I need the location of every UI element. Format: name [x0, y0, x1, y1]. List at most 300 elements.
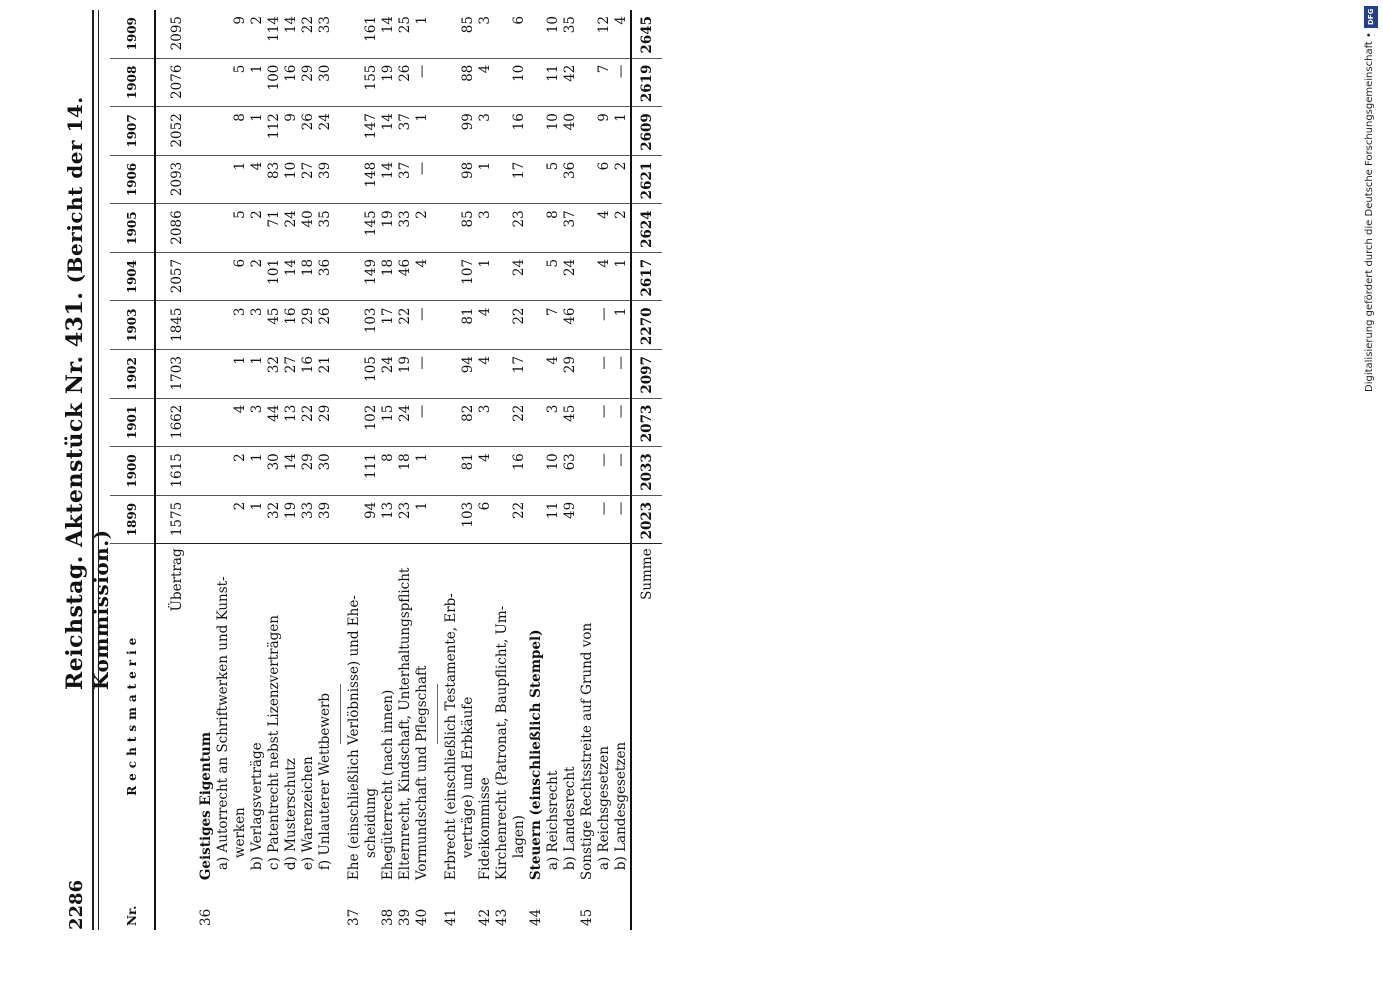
summe-value: 2619 [631, 58, 662, 107]
row-nr: 41 [443, 908, 459, 926]
row-value: 16 [283, 301, 300, 350]
year-header: 1901 [110, 398, 155, 447]
table-row [613, 10, 631, 930]
row-label: Kirchenrecht (Patronat, Baupflicht, Um- [494, 544, 511, 884]
row-label: Ehe (einschließlich Verlöbnisse) und Ehe- [346, 544, 363, 884]
col-materie-header: Rechtsmaterie [110, 544, 155, 884]
row-value: 37 [562, 204, 579, 253]
row-value: 2 [232, 495, 249, 544]
summe-value: 2097 [631, 350, 662, 399]
row-value: 37 [397, 155, 414, 204]
dfg-logo: DFG [1364, 6, 1378, 28]
row-value: 29 [300, 58, 317, 107]
summe-value: 2609 [631, 107, 662, 156]
row-value: 46 [397, 252, 414, 301]
row-value [494, 398, 511, 447]
row-value: 1 [613, 252, 631, 301]
separator-cell [334, 884, 346, 930]
row-value: — [613, 495, 631, 544]
row-value: 36 [562, 155, 579, 204]
row-value: 5 [232, 204, 249, 253]
row-value: 22 [300, 16, 316, 34]
row-value: 24 [317, 107, 334, 156]
row-value [443, 350, 460, 399]
row-value [346, 495, 363, 544]
row-value [528, 301, 545, 350]
separator-cell [334, 447, 346, 496]
row-nr [596, 884, 613, 930]
row-value: 18 [397, 447, 414, 496]
row-nr [511, 884, 528, 930]
row-value [579, 107, 596, 156]
summe-value: 2645 [631, 10, 662, 58]
row-label: a) Reichsgesetzen [596, 544, 613, 884]
row-value [346, 301, 363, 350]
row-value [494, 204, 511, 253]
row-value [528, 495, 545, 544]
row-value: 112 [266, 107, 283, 156]
row-value: — [596, 447, 613, 496]
row-value: 18 [380, 252, 397, 301]
row-value: 29 [317, 398, 334, 447]
row-value: 102 [363, 398, 380, 447]
row-value: 1 [613, 107, 631, 156]
year-header: 1907 [110, 107, 155, 156]
row-value: 26 [300, 107, 317, 156]
table-row [363, 10, 380, 930]
row-value [346, 10, 363, 58]
statistics-table [110, 10, 662, 930]
row-value: 22 [300, 398, 317, 447]
short-rule [437, 684, 438, 744]
row-value: 1 [613, 301, 631, 350]
row-value [198, 447, 215, 496]
row-label: Fideikommisse [477, 544, 494, 884]
row-value: 29 [300, 447, 317, 496]
row-value: 16 [511, 107, 528, 156]
row-label: e) Warenzeichen [300, 544, 317, 884]
row-value: 1 [249, 58, 266, 107]
row-value [443, 58, 460, 107]
row-value [198, 495, 215, 544]
row-value [198, 301, 215, 350]
row-label: b) Landesgesetzen [613, 544, 631, 884]
row-value: 155 [363, 58, 380, 107]
row-value [528, 204, 545, 253]
row-value [198, 350, 215, 399]
row-label: d) Musterschutz [283, 544, 300, 884]
year-header: 1905 [110, 204, 155, 253]
separator-cell [431, 301, 443, 350]
row-value: 30 [266, 447, 283, 496]
row-value: 82 [460, 398, 477, 447]
row-value: 105 [363, 350, 380, 399]
row-value: 88 [460, 58, 477, 107]
row-value: 29 [562, 350, 579, 399]
row-value [215, 58, 232, 107]
row-label: a) Reichsrecht [545, 544, 562, 884]
title-main: Reichstag. Aktenstück Nr. 431. [62, 291, 88, 690]
row-value [494, 107, 511, 156]
row-value: 2 [613, 204, 631, 253]
row-value: 29 [300, 301, 317, 350]
summe-value: 2073 [631, 398, 662, 447]
separator-cell [431, 107, 443, 156]
row-value [346, 447, 363, 496]
row-value: 14 [283, 447, 300, 496]
row-value: 46 [562, 301, 579, 350]
row-value: 8 [380, 447, 397, 496]
separator-cell [334, 10, 346, 58]
row-nr: 44 [528, 908, 544, 926]
year-header: 1900 [110, 447, 155, 496]
table-body [155, 10, 662, 930]
header-rule [92, 10, 99, 930]
row-value: 148 [363, 155, 380, 204]
table-row [215, 10, 232, 930]
summe-label: Summe [631, 544, 662, 884]
separator-cell [334, 398, 346, 447]
row-value [579, 58, 596, 107]
abertrag-value: 2086 [155, 204, 198, 253]
table-row [300, 10, 317, 930]
row-value [346, 204, 363, 253]
row-value: 6 [232, 252, 249, 301]
row-value [346, 252, 363, 301]
row-nr: 42 [477, 908, 493, 926]
row-value [215, 204, 232, 253]
row-value [528, 155, 545, 204]
row-value [579, 447, 596, 496]
abertrag-value: 1615 [155, 447, 198, 496]
row-value [579, 495, 596, 544]
row-value: 98 [460, 155, 477, 204]
row-value: 18 [300, 252, 317, 301]
row-value: 83 [266, 155, 283, 204]
row-value [528, 350, 545, 399]
row-value: 3 [232, 301, 249, 350]
row-value: 35 [317, 204, 334, 253]
row-nr [460, 884, 477, 930]
row-value: 7 [596, 58, 613, 107]
abertrag-value: 2076 [155, 58, 198, 107]
row-value: 4 [232, 398, 249, 447]
row-nr: 36 [198, 908, 214, 926]
row-value: 16 [300, 350, 317, 399]
row-value [443, 204, 460, 253]
row-value: 24 [397, 398, 414, 447]
row-value [215, 301, 232, 350]
row-value: 32 [266, 350, 283, 399]
row-label: Geistiges Eigentum [198, 544, 215, 884]
table-row [283, 10, 300, 930]
row-value: 10 [283, 155, 300, 204]
table-row [511, 10, 528, 930]
row-label: Steuern (einschließlich Stempel) [528, 544, 545, 884]
row-value [443, 398, 460, 447]
abertrag-value: 1575 [155, 495, 198, 544]
table-row [545, 10, 562, 930]
row-label: Erbrecht (einschließlich Testamente, Erb- [443, 544, 460, 884]
summe-value: 2617 [631, 252, 662, 301]
row-value [215, 447, 232, 496]
row-value: 10 [545, 447, 562, 496]
row-value: 14 [283, 252, 300, 301]
row-value: 111 [363, 447, 380, 496]
row-value: — [596, 301, 613, 350]
row-value: 42 [562, 58, 579, 107]
row-value: 1 [249, 495, 266, 544]
row-value: 17 [511, 155, 528, 204]
row-value: 10 [545, 16, 561, 34]
table-row [460, 10, 477, 930]
table-row [528, 10, 545, 930]
row-value [443, 495, 460, 544]
page-number: 2286 [66, 879, 87, 930]
row-value: 1 [249, 447, 266, 496]
row-value [443, 10, 460, 58]
table-row [477, 10, 494, 930]
row-value: 4 [414, 252, 431, 301]
row-value: 4 [477, 58, 494, 107]
row-value [443, 107, 460, 156]
row-value: 25 [397, 16, 413, 34]
row-value [494, 58, 511, 107]
row-label: Elternrecht, Kindschaft, Unterhaltungspflicht [397, 544, 414, 884]
row-value: 2 [613, 155, 631, 204]
separator-cell [334, 252, 346, 301]
row-value: 40 [562, 107, 579, 156]
table-row [562, 10, 579, 930]
row-value: 1 [477, 252, 494, 301]
row-value: 114 [266, 16, 282, 42]
row-value: 19 [380, 58, 397, 107]
row-value: — [414, 350, 431, 399]
row-value [494, 10, 511, 58]
row-value [215, 398, 232, 447]
row-value: 4 [596, 204, 613, 253]
row-value [215, 155, 232, 204]
row-value [528, 58, 545, 107]
row-value: 13 [283, 398, 300, 447]
summe-value: 2621 [631, 155, 662, 204]
table-row [317, 10, 334, 930]
rotated-page [40, 10, 800, 930]
row-value: 3 [477, 204, 494, 253]
row-value: 1 [249, 107, 266, 156]
row-value: 33 [317, 16, 333, 34]
row-value [494, 252, 511, 301]
row-value: 23 [511, 204, 528, 253]
row-value [579, 301, 596, 350]
row-value: 100 [266, 58, 283, 107]
table-row [414, 10, 431, 930]
row-value [215, 350, 232, 399]
row-value: 1 [414, 495, 431, 544]
summe-value: 2033 [631, 447, 662, 496]
row-value: — [613, 58, 631, 107]
abertrag-value: 2095 [168, 16, 185, 51]
separator-cell [431, 58, 443, 107]
row-value [198, 58, 215, 107]
row-value: 45 [562, 398, 579, 447]
row-value: 4 [477, 301, 494, 350]
row-value: 3 [477, 16, 493, 25]
row-value: — [414, 58, 431, 107]
row-value [215, 107, 232, 156]
row-value: — [414, 155, 431, 204]
abertrag-value: 2093 [155, 155, 198, 204]
separator-cell [334, 58, 346, 107]
row-value: 81 [460, 447, 477, 496]
row-value: 2 [249, 204, 266, 253]
separator-cell [431, 10, 443, 58]
row-value: 4 [249, 155, 266, 204]
row-value: 14 [380, 155, 397, 204]
table-row [443, 10, 460, 930]
separator-cell [334, 107, 346, 156]
abertrag-value: 1703 [155, 350, 198, 399]
row-nr: 39 [397, 908, 413, 926]
separator-cell [431, 884, 443, 930]
row-value: 6 [596, 155, 613, 204]
row-value: 40 [300, 204, 317, 253]
row-value: 13 [380, 495, 397, 544]
table-row [397, 10, 414, 930]
row-value [346, 350, 363, 399]
col-nr-header: Nr. [110, 884, 155, 930]
row-label: a) Autorrecht an Schriftwerken und Kunst- [215, 544, 232, 884]
year-header: 1909 [110, 10, 155, 58]
row-value: 32 [266, 495, 283, 544]
row-value: 103 [460, 495, 477, 544]
row-value: 15 [380, 398, 397, 447]
row-nr [317, 884, 334, 930]
row-value: 85 [460, 204, 477, 253]
abertrag-row [155, 10, 198, 930]
row-value: 107 [460, 252, 477, 301]
row-nr [232, 884, 249, 930]
row-value: 23 [397, 495, 414, 544]
table-row [266, 10, 283, 930]
row-value [579, 10, 596, 58]
row-value [528, 252, 545, 301]
table-row [249, 10, 266, 930]
row-value: 27 [283, 350, 300, 399]
row-value [579, 252, 596, 301]
row-value [443, 301, 460, 350]
row-nr [545, 884, 562, 930]
row-value: 8 [545, 204, 562, 253]
row-value: 12 [596, 16, 612, 34]
row-nr [283, 884, 300, 930]
row-label: Sonstige Rechtsstreite auf Grund von [579, 544, 596, 884]
row-value: 36 [317, 252, 334, 301]
row-value: 26 [397, 58, 414, 107]
row-nr [613, 884, 631, 930]
row-value: 11 [545, 495, 562, 544]
table-row [596, 10, 613, 930]
row-value [579, 398, 596, 447]
row-value: 35 [562, 16, 578, 34]
separator-cell [431, 495, 443, 544]
year-header: 1904 [110, 252, 155, 301]
row-nr [300, 884, 317, 930]
row-value: 21 [317, 350, 334, 399]
row-label: b) Landesrecht [562, 544, 579, 884]
row-value: 4 [477, 350, 494, 399]
row-nr: 40 [414, 908, 430, 926]
row-value: 4 [613, 16, 629, 25]
row-value: 6 [511, 16, 527, 25]
row-value: 71 [266, 204, 283, 253]
row-value [198, 204, 215, 253]
row-value: 99 [460, 107, 477, 156]
row-value [528, 398, 545, 447]
row-value: 4 [596, 252, 613, 301]
summe-value: 2624 [631, 204, 662, 253]
row-label: werken [232, 544, 249, 884]
row-value [494, 495, 511, 544]
row-value: — [613, 350, 631, 399]
row-value: 149 [363, 252, 380, 301]
year-header: 1899 [110, 495, 155, 544]
row-nr: 43 [494, 908, 510, 926]
row-value: 101 [266, 252, 283, 301]
row-value [494, 155, 511, 204]
row-value: 33 [397, 204, 414, 253]
row-nr [249, 884, 266, 930]
row-value: 19 [283, 495, 300, 544]
row-value: 63 [562, 447, 579, 496]
row-value: 161 [363, 16, 379, 42]
separator-cell [431, 204, 443, 253]
row-value: 5 [232, 58, 249, 107]
row-value [198, 10, 215, 58]
row-value: 24 [511, 252, 528, 301]
abertrag-label: Übertrag [155, 544, 198, 884]
row-value [198, 107, 215, 156]
row-value: 2 [414, 204, 431, 253]
row-label: c) Patentrecht nebst Lizenzverträgen [266, 544, 283, 884]
row-nr [155, 884, 198, 930]
row-value: 9 [232, 16, 248, 25]
row-value: 37 [397, 107, 414, 156]
row-value: 3 [545, 398, 562, 447]
row-value [346, 398, 363, 447]
abertrag-value: 2052 [155, 107, 198, 156]
row-value [198, 155, 215, 204]
row-value [443, 447, 460, 496]
row-value: 8 [232, 107, 249, 156]
row-value: 2 [232, 447, 249, 496]
row-value: 1 [414, 447, 431, 496]
year-header: 1902 [110, 350, 155, 399]
row-value: 7 [545, 301, 562, 350]
page-title [62, 10, 114, 690]
row-value: 9 [596, 107, 613, 156]
abertrag-value: 2057 [155, 252, 198, 301]
table-row [198, 10, 215, 930]
row-value: 1 [414, 16, 430, 25]
row-value [494, 301, 511, 350]
row-nr [266, 884, 283, 930]
row-value: 14 [380, 107, 397, 156]
row-value: 24 [380, 350, 397, 399]
row-label: Ehegüterrecht (nach innen) [380, 544, 397, 884]
row-value: 3 [477, 107, 494, 156]
row-value: 5 [545, 252, 562, 301]
